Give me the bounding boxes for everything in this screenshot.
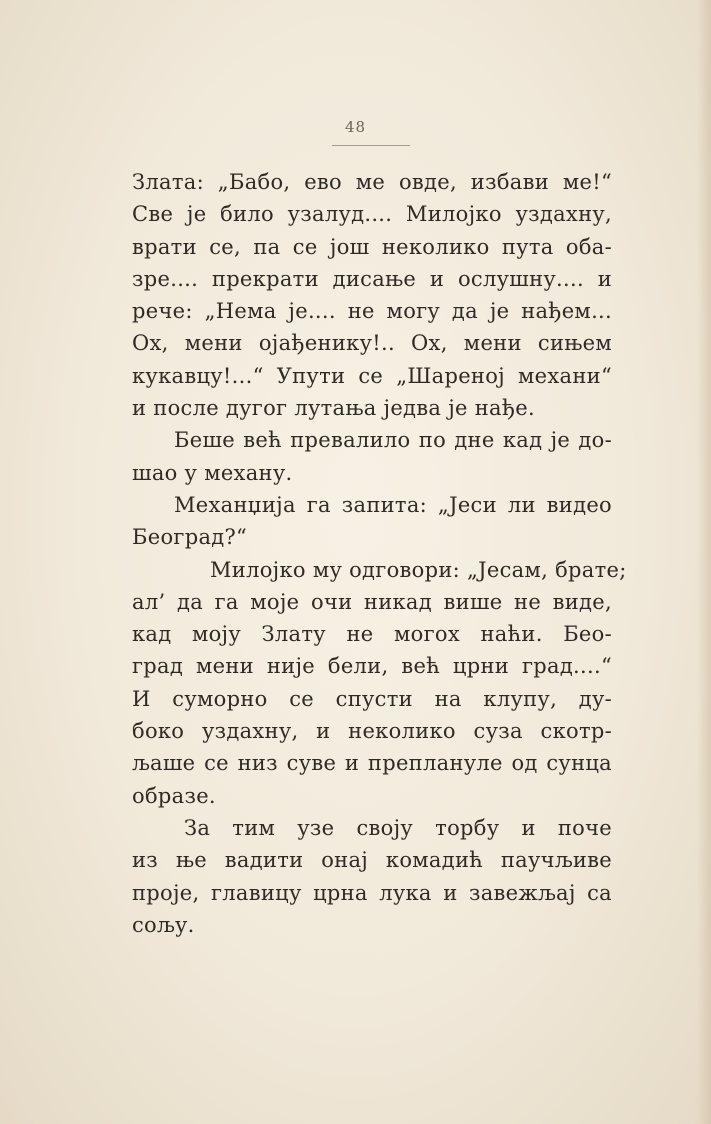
text-line: Злата: „Бабо, ево ме овде, избави ме!“ xyxy=(132,170,612,194)
text-line: из ње вадити онај комадић паучљиве xyxy=(132,848,612,873)
page-edge-shadow xyxy=(697,0,711,1124)
text-line: Милојко му одговори: „Јесам, брате; xyxy=(210,557,627,582)
text-line: Београд?“ xyxy=(132,525,248,550)
text-line: За тим узе своју торбу и поче xyxy=(184,815,612,840)
text-line: љаше се низ суве и преплануле од сунца xyxy=(132,751,612,776)
text-line: образе. xyxy=(132,783,216,808)
body-text xyxy=(132,166,627,941)
text-line: Беше већ превалило по дне кад је до- xyxy=(174,428,612,453)
text-line: Све је било узалуд.... Милојко уздахну, xyxy=(132,202,612,227)
text-line: рече: „Нема је.... не могу да је нађем... xyxy=(132,299,612,324)
text-line: Механџија га запита: „Јеси ли видео xyxy=(174,492,612,517)
text-line: шао у механу. xyxy=(132,460,293,485)
text-line: Ох, мени ојађенику!.. Ох, мени сињем xyxy=(132,331,612,356)
text-line: град мени није бели, већ црни град....“ xyxy=(132,654,612,679)
page-number: 48 xyxy=(344,118,367,136)
text-line: проје, главицу црна лука и завежљај са xyxy=(132,880,612,905)
text-line: зре.... прекрати дисање и ослушну.... и xyxy=(132,266,612,291)
text-line: боко уздахну, и неколико суза скотр- xyxy=(132,719,612,744)
text-line: врати се, па се још неколико пута оба- xyxy=(132,234,612,259)
text-line: кад моју Злату не могох наћи. Бео- xyxy=(132,622,612,647)
text-line: и после дугог лутања једва је нађе. xyxy=(132,396,535,421)
text-line: кукавцу!...“ Упути се „Шареној механи“ xyxy=(132,363,612,388)
text-line: ал’ да га моје очи никад више не виде, xyxy=(132,589,612,614)
text-line: И суморно се спусти на клупу, ду- xyxy=(132,686,612,711)
text-line: сољу. xyxy=(132,912,195,937)
header-rule xyxy=(332,145,410,146)
